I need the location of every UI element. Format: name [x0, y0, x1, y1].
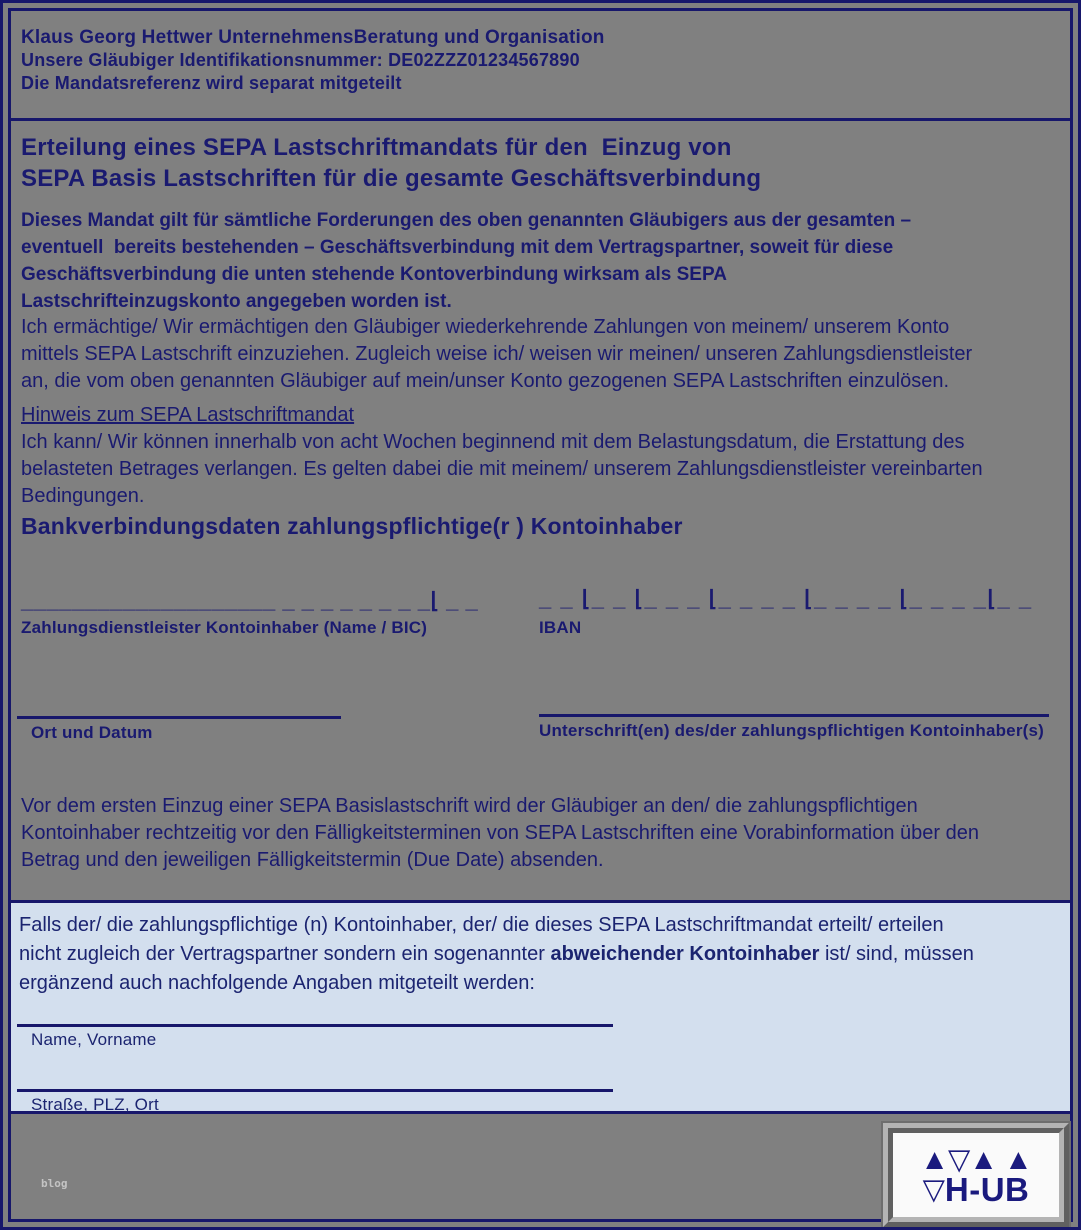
name-field-line[interactable]	[17, 1024, 613, 1027]
mandate-reference: Die Mandatsreferenz wird separat mitgeteilt	[21, 73, 402, 93]
divergent-line-2: nicht zugleich der Vertragspartner sondern ein sogenannter abweichender Kontoinhaber ist/ sind, müssen	[19, 943, 974, 965]
divergent-holder-section	[11, 900, 1070, 1114]
creditor-id: Unsere Gläubiger Identifikationsnummer: DE02ZZZ01234567890	[21, 50, 580, 70]
divergent-bold-term: abweichender Kontoinhaber	[550, 943, 820, 965]
document-inner-frame	[8, 8, 1073, 1222]
company-logo	[883, 1123, 1069, 1227]
prenotification-paragraph: Vor dem ersten Einzug einer SEPA Basislastschrift wird der Gläubiger an den/ die zahlungspflichtigen Kontoinhaber rechtzeitig vor den Fälligkeitsterminen von SEPA Lastschriften eine Vorabinformation über den Betrag und den jeweiligen Fälligkeitstermin (Due Date) absenden.	[21, 795, 979, 871]
hinweis-heading: Hinweis zum SEPA Lastschriftmandat	[21, 404, 355, 426]
address-field-line[interactable]	[17, 1089, 613, 1092]
bic-field-line[interactable]: ____________________ _ _ _ _ _ _ _ _⌊ _ _	[21, 588, 479, 613]
bank-details-heading: Bankverbindungsdaten zahlungspflichtige(r ) Kontoinhaber	[21, 513, 683, 539]
signature-label: Unterschrift(en) des/der zahlungspflichtigen Kontoinhaber(s)	[539, 721, 1045, 740]
authorization-paragraph: Ich ermächtige/ Wir ermächtigen den Gläubiger wiederkehrende Zahlungen von meinem/ unserem Konto mittels SEPA Lastschrift einzuziehen. Zugleich weise ich/ weisen wir meinen/ unseren Zahlungsdienstleister an, die vom oben genannten Gläubiger auf mein/unser Konto gezogenen SEPA Lastschriften einzulösen.	[21, 316, 973, 392]
hinweis-block: Hinweis zum SEPA Lastschriftmandat Ich kann/ Wir können innerhalb von acht Wochen beginnend mit dem Belastungsdatum, die Erstattung des belasteten Betrages verlangen. Es gelten dabei die mit meinem/ unserem Zahlungsdienstleister vereinbarten Bedingungen.	[21, 404, 983, 507]
watermark: blog	[41, 1177, 68, 1190]
document-title	[21, 132, 761, 194]
iban-field-label: IBAN	[539, 618, 582, 637]
intro-paragraph: Dieses Mandat gilt für sämtliche Forderungen des oben genannten Gläubigers aus der gesamten – eventuell bereits bestehenden – Geschäftsverbindung mit dem Vertragspartner, soweit für diese Geschäftsverbindung die unten stehende Kontoverbindung wirksam als SEPA Lastschrifteinzugskonto angegeben worden ist.	[21, 210, 912, 312]
divergent-holder-paragraph: Falls der/ die zahlungspflichtige (n) Kontoinhaber, der/ die dieses SEPA Lastschriftmandat erteilt/ erteilen nicht zugleich der Vertragspartner sondern ein sogenannter abweichender Kontoinhaber ist/ sind, müssen ergänzend auch nachfolgende Angaben mitgeteilt werden:	[19, 914, 974, 994]
logo-triangle-down-icon: ▽	[922, 1173, 945, 1206]
iban-field-line[interactable]: _ _ ⌊_ _ ⌊_ _ _ ⌊_ _ _ _ ⌊_ _ _ _ ⌊_ _ _ _⌊_ _	[539, 586, 1033, 611]
ort-datum-label: Ort und Datum	[31, 723, 153, 742]
signature-line[interactable]	[539, 714, 1049, 717]
ort-datum-line[interactable]	[17, 716, 341, 719]
address-field-label: Straße, PLZ, Ort	[31, 1095, 159, 1114]
document-header	[11, 11, 1070, 121]
bic-field-label: Zahlungsdienstleister Kontoinhaber (Name / BIC)	[21, 618, 428, 637]
logo-text: H-UB	[944, 1170, 1030, 1208]
logo-bottom-row	[922, 1170, 1030, 1208]
title-line-1: Erteilung eines SEPA Lastschriftmandats für den Einzug von	[21, 134, 732, 161]
name-field-label: Name, Vorname	[31, 1030, 157, 1049]
title-line-2: SEPA Basis Lastschriften für die gesamte Geschäftsverbindung	[21, 165, 762, 192]
company-name: Klaus Georg Hettwer UnternehmensBeratung und Organisation	[21, 27, 605, 48]
logo-triangles-icon: ▲▽▲ ▲	[920, 1143, 1032, 1176]
